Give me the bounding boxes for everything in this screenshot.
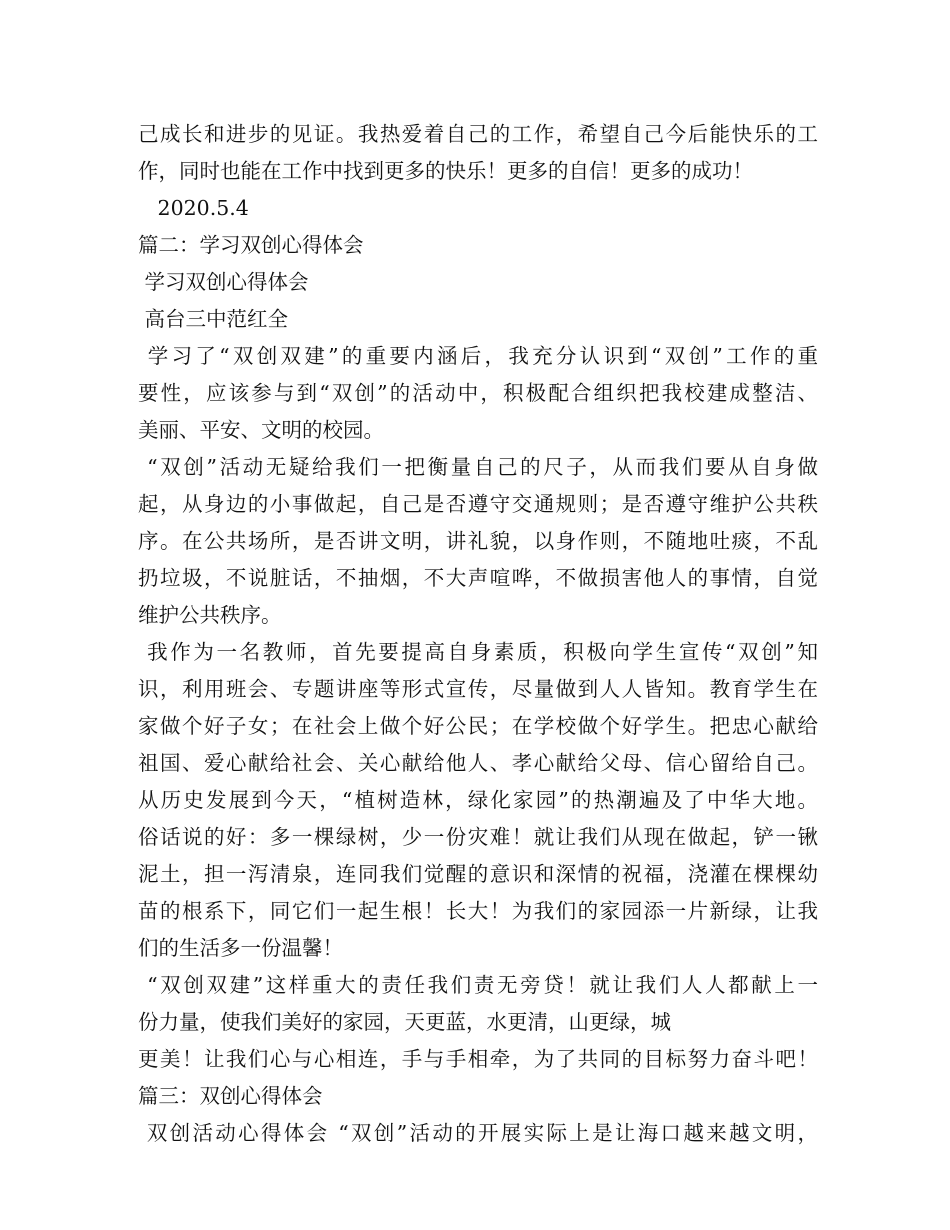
text-line: 识，利用班会、专题讲座等形式宣传，尽量做到人人皆知。教育学生在 — [138, 677, 818, 701]
text-line: 泥土，担一泻清泉，连同我们觉醒的意识和深情的祝福，浇灌在棵棵幼 — [138, 862, 818, 886]
text-line: “双创”活动无疑给我们一把衡量自己的尺子，从而我们要从自身做 — [138, 455, 818, 479]
text-line: 从历史发展到今天，“植树造林，绿化家园”的热潮遍及了中华大地。 — [138, 788, 818, 812]
text-line: 己成长和进步的见证。我热爱着自己的工作，希望自己今后能快乐的工 — [138, 122, 818, 146]
text-line: 序。在公共场所，是否讲文明，讲礼貌，以身作则，不随地吐痰，不乱 — [138, 529, 818, 553]
text-line: 2020.5.4 — [138, 196, 249, 220]
text-line: 家做个好子女；在社会上做个好公民；在学校做个好学生。把忠心献给 — [138, 714, 818, 738]
text-line: 要性，应该参与到“双创”的活动中，积极配合组织把我校建成整洁、 — [138, 381, 818, 405]
text-line: 学习了“双创双建”的重要内涵后，我充分认识到“双创”工作的重 — [138, 344, 818, 368]
document-body — [138, 116, 818, 1152]
text-line: 俗话说的好：多一棵绿树，少一份灾难！就让我们从现在做起，铲一锹 — [138, 825, 818, 849]
text-line: 更美！让我们心与心相连，手与手相牵，为了共同的目标努力奋斗吧！ — [138, 1047, 818, 1071]
text-line: 篇二：学习双创心得体会 — [138, 233, 364, 257]
text-line: 我作为一名教师，首先要提高自身素质，积极向学生宣传“双创”知 — [138, 640, 818, 664]
text-line: 美丽、平安、文明的校园。 — [138, 418, 384, 442]
text-line: 作，同时也能在工作中找到更多的快乐！更多的自信！更多的成功！ — [138, 159, 753, 183]
text-line: 祖国、爱心献给社会、关心献给他人、孝心献给父母、信心留给自己。 — [138, 751, 818, 775]
text-line: 们的生活多一份温馨！ — [138, 936, 343, 960]
text-line: 维护公共秩序。 — [138, 603, 282, 627]
text-line: 高台三中范红全 — [138, 307, 289, 331]
text-line: 学习双创心得体会 — [138, 270, 309, 294]
text-line: 双创活动心得体会 “双创”活动的开展实际上是让海口越来越文明， — [138, 1121, 818, 1145]
text-line: 扔垃圾，不说脏话，不抽烟，不大声喧哗，不做损害他人的事情，自觉 — [138, 566, 818, 590]
text-line: 篇三：双创心得体会 — [138, 1084, 323, 1108]
text-line: 苗的根系下，同它们一起生根！长大！为我们的家园添一片新绿，让我 — [138, 899, 818, 923]
text-line: “双创双建”这样重大的责任我们责无旁贷！就让我们人人都献上一 — [138, 973, 818, 997]
text-line: 起，从身边的小事做起，自己是否遵守交通规则；是否遵守维护公共秩 — [138, 492, 818, 516]
text-line: 份力量，使我们美好的家园，天更蓝，水更清，山更绿，城 — [138, 1010, 671, 1034]
